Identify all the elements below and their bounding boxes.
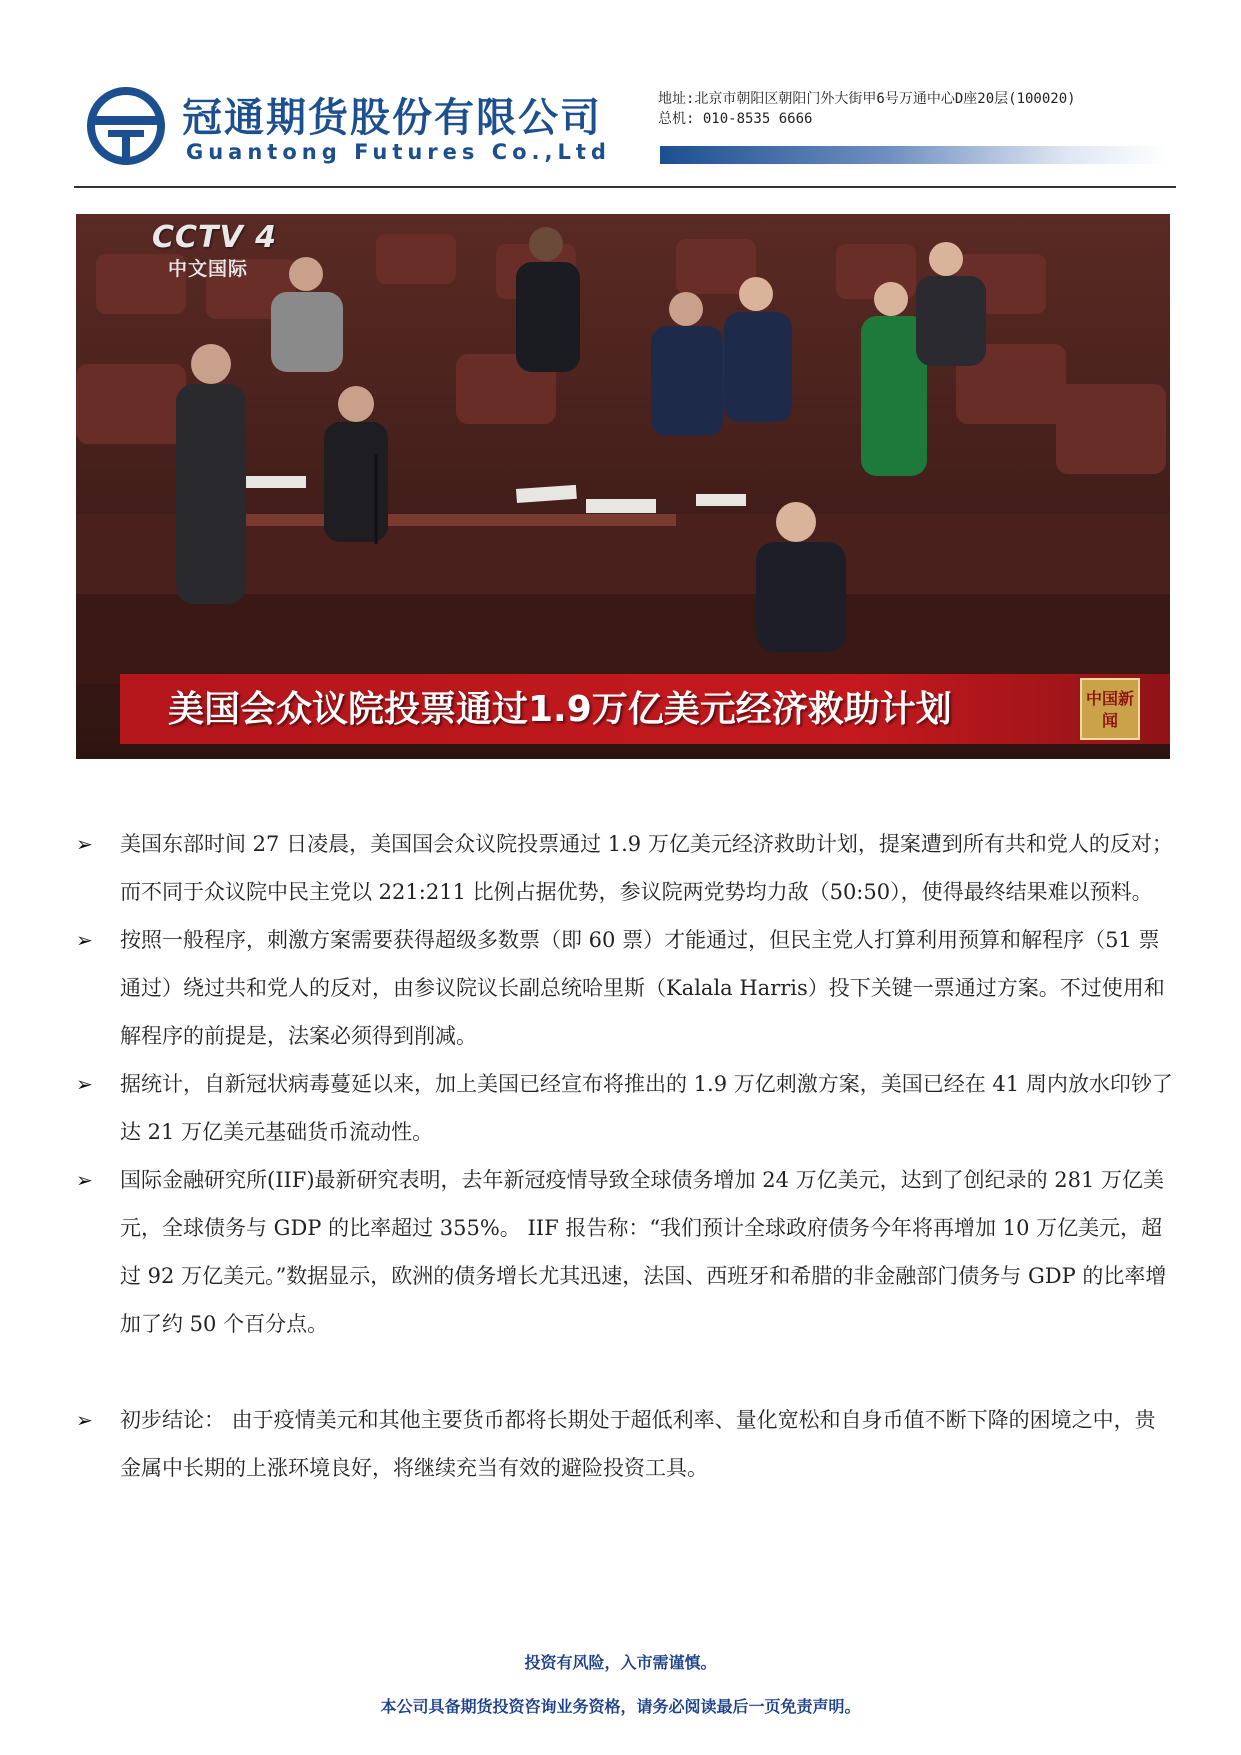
bullet-text: 国际金融研究所(IIF)最新研究表明，去年新冠疫情导致全球债务增加 24 万亿美元，达到了创纪录的 281 万亿美元，全球债务与 GDP 的比率超过 355%。 IIF 报告称：“我们预计全球政府债务今年将再增加 10 万亿美元，超过 92 万亿美元。”数据显示，欧洲的债务增长尤其迅速，法国、西班牙和希腊的非金融部门债务与 GDP 的比率增加了约 50 个百分点。: [120, 1168, 1167, 1336]
list-item: [76, 1060, 1174, 1156]
disclaimer-notice: 本公司具备期货投资咨询业务资格，请务必阅读最后一页免责声明。: [380, 1697, 861, 1716]
channel-logo: CCTV 4: [152, 220, 278, 255]
list-item: [76, 916, 1174, 1060]
arrow-bullet-icon: ➢: [76, 832, 93, 856]
arrow-bullet-icon: ➢: [76, 1168, 93, 1192]
company-address: 地址:北京市朝阳区朝阳门外大街甲6号万通中心D座20层(100020): [658, 91, 1076, 107]
bullet-text: 初步结论： 由于疫情美元和其他主要货币都将长期处于超低利率、量化宽松和自身币值不断下降的困境之中，贵金属中长期的上涨环境良好，将继续充当有效的避险投资工具。: [120, 1408, 1156, 1480]
company-name-cn: 冠通期货股份有限公司: [182, 95, 602, 141]
guantong-logo-icon: [86, 86, 166, 166]
arrow-bullet-icon: ➢: [76, 1072, 93, 1096]
company-phone: 总机: 010-8535 6666: [658, 111, 813, 127]
arrow-bullet-icon: ➢: [76, 928, 93, 952]
news-badge: 中国新闻: [1080, 678, 1140, 740]
list-item: [76, 1396, 1174, 1492]
list-item: [76, 1156, 1174, 1348]
risk-notice: 投资有风险，入市需谨慎。: [524, 1653, 717, 1672]
header-gradient-bar: [660, 146, 1168, 164]
channel-subtitle: 中文国际: [168, 258, 249, 280]
bullet-text: 按照一般程序，刺激方案需要获得超级多数票（即 60 票）才能通过，但民主党人打算利用预算和解程序（51 票通过）绕过共和党人的反对，由参议院议长副总统哈里斯（Kalala Harris）投下关键一票通过方案。不过使用和解程序的前提是，法案必须得到削减。: [120, 928, 1165, 1048]
photo-caption: 美国会众议院投票通过1.9万亿美元经济救助计划: [168, 689, 952, 730]
list-item: [76, 820, 1174, 916]
bullet-list: [76, 820, 1174, 1492]
news-photo: [76, 214, 1170, 759]
bullet-text: 美国东部时间 27 日凌晨，美国国会众议院投票通过 1.9 万亿美元经济救助计划，提案遭到所有共和党人的反对；而不同于众议院中民主党以 221:211 比例占据优势，参议院两党势均力敌（50:50），使得最终结果难以预料。: [120, 832, 1173, 904]
company-name-en: Guantong Futures Co.,Ltd: [186, 140, 611, 164]
bullet-text: 据统计，自新冠状病毒蔓延以来，加上美国已经宣布将推出的 1.9 万亿刺激方案，美国已经在 41 周内放水印钞了达 21 万亿美元基础货币流动性。: [120, 1072, 1173, 1144]
header-divider: [74, 186, 1176, 188]
arrow-bullet-icon: ➢: [76, 1408, 93, 1432]
